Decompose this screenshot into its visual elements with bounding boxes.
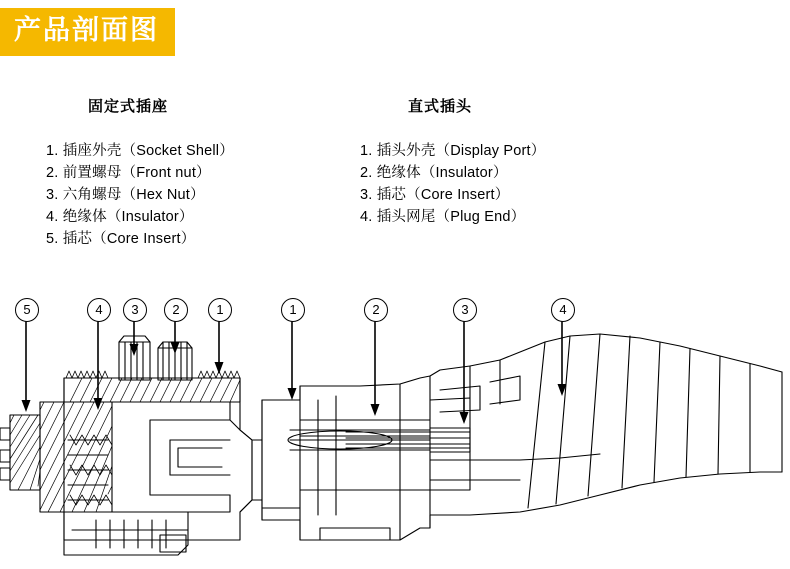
drawing-svg (0, 290, 790, 569)
list-item: 1. 插座外壳（Socket Shell） (46, 143, 234, 159)
list-item: 4. 插头网尾（Plug End） (360, 209, 526, 225)
callout-plug-4: 4 (551, 298, 575, 322)
list-item: 2. 前置螺母（Front nut） (46, 165, 211, 181)
callout-plug-2: 2 (364, 298, 388, 322)
callout-socket-1: 1 (208, 298, 232, 322)
callout-plug-3: 3 (453, 298, 477, 322)
socket-section-heading: 固定式插座 (88, 98, 169, 115)
callout-socket-3: 3 (123, 298, 147, 322)
plug-section-heading: 直式插头 (408, 98, 473, 115)
plug-assembly (262, 334, 782, 540)
socket-legend-list (46, 140, 234, 250)
list-item: 3. 插芯（Core Insert） (360, 187, 510, 203)
page-title: 产品剖面图 (0, 8, 175, 56)
callout-socket-2: 2 (164, 298, 188, 322)
list-item: 3. 六角螺母（Hex Nut） (46, 187, 205, 203)
list-item: 5. 插芯（Core Insert） (46, 231, 196, 247)
plug-legend-list (360, 140, 546, 228)
callout-socket-4: 4 (87, 298, 111, 322)
connector-cross-section-drawing (0, 290, 790, 569)
list-item: 4. 绝缘体（Insulator） (46, 209, 194, 225)
socket-assembly (0, 336, 262, 555)
callout-plug-1: 1 (281, 298, 305, 322)
list-item: 2. 绝缘体（Insulator） (360, 165, 508, 181)
list-item: 1. 插头外壳（Display Port） (360, 143, 546, 159)
leader-lines (22, 322, 567, 424)
callout-socket-5: 5 (15, 298, 39, 322)
